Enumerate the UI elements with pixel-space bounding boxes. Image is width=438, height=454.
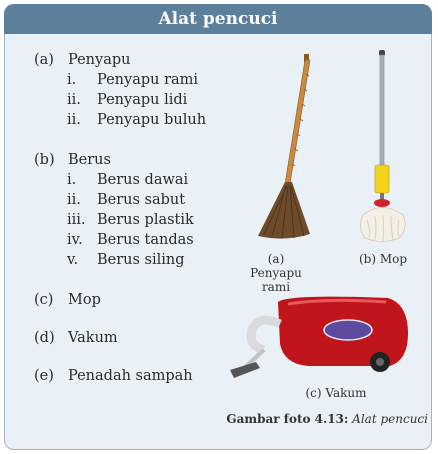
figure-number: Gambar foto 4.13: [226,412,349,426]
item-label: (d) [34,330,55,346]
sub-item-number: ii. [67,192,81,208]
sub-item-text: Berus tandas [97,232,194,248]
broom-illustration [250,54,320,244]
figure-caption [226,412,428,426]
sub-item [34,90,193,110]
sub-item [34,70,199,90]
list-item-penyapu [34,50,207,130]
sub-item [34,250,193,270]
sub-item-text: Berus plastik [97,212,194,228]
item-label: (c) [34,292,54,308]
sub-item [34,170,193,190]
list-item-vakum [34,328,193,348]
sub-item-number: i. [67,172,77,188]
list-item-penadah-sampah [34,366,193,386]
figure-title: Alat pencuci [352,412,428,426]
item-text: Berus [68,152,111,168]
sub-item-number: ii. [67,92,81,108]
sub-item-text: Berus dawai [97,172,189,188]
sub-item-text: Berus siling [97,252,185,268]
vacuum-illustration [228,294,418,394]
sub-item [34,110,207,130]
broom-caption: (a) Penyapu rami [250,252,302,294]
item-label: (e) [34,368,54,384]
vacuum-caption: (c) Vakum [305,386,367,400]
item-text: Mop [68,292,101,308]
sub-item-number: i. [67,72,77,88]
cleaning-tools-list [34,50,207,386]
panel-title: Alat pencuci [4,4,432,34]
list-item-mop [34,290,193,310]
sub-item-text: Penyapu rami [97,72,199,88]
item-label: (b) [34,152,55,168]
item-text: Vakum [68,330,118,346]
sub-item-number: iv. [67,232,83,248]
sub-item-number: v. [67,252,79,268]
sub-item [34,190,193,210]
sub-item-number: ii. [67,112,81,128]
mop-caption: (b) Mop [358,252,408,266]
sub-item-text: Penyapu lidi [97,92,188,108]
sub-item [34,210,193,230]
item-text: Penyapu [68,52,131,68]
sub-item-text: Berus sabut [97,192,186,208]
sub-item [34,230,193,250]
sub-item-text: Penyapu buluh [97,112,207,128]
item-label: (a) [34,52,54,68]
sub-item-number: iii. [67,212,86,228]
mop-illustration [355,50,415,250]
item-text: Penadah sampah [68,368,193,384]
list-item-berus [34,150,193,270]
